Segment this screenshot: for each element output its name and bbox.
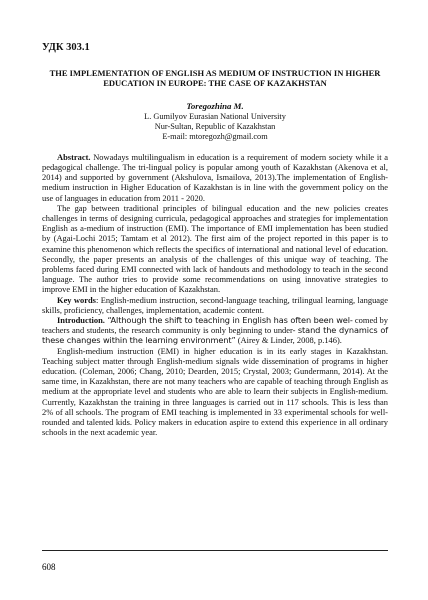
abstract-paragraph-2: The gap between traditional principles of bilingual education and the new policies creates challenges in terms of designing curricula, pedagogical approaches and strategies for implementation English as a-medium of instruction (EMI). The importance of EMI implementation has been studied by (Agai-Lochi 2015; Tamtam et al 2012). The first aim of the project reported in this paper is to examine this phenomenon which reflects the specifics of international and national level of education. Secondly, the paper presents an analysis of the challenges of this unique way of teaching. The problems faced during EMI connected with lack of handouts and methodology to teach in the second language. The author tries to provide some recommendations on using innovative strategies to improve EMI in the higher education of Kazakhstan.	[42, 202, 388, 295]
introduction-citation: (Airey & Linder, 2008, p.146).	[235, 335, 342, 346]
introduction-paragraph	[42, 315, 388, 346]
body-paragraph: English-medium instruction (EMI) in higher education is in its early stages in Kazakhstan. Teaching subject matter through English-medium signals wide dissemination of programs in higher education. (Coleman, 2006; Chang, 2010; Dearden, 2015; Crystal, 2003; Gundermann, 2014). At the same time, in Kazakhstan, there are not many teachers who are capable of teaching through English as medium at the appropriate level and students who are able to learn their subjects in English-medium. Currently, Kazakhstan the training in three languages is carried out in 117 schools. This is less than 2% of all schools. The program of EMI teaching is implemented in 33 experimental schools for well-rounded and talented kids. Policy makers in education aspire to extend this experience in all ordinary schools in the next academic year.	[42, 345, 388, 438]
keywords-label: Key words	[57, 294, 96, 305]
introduction-quote-start: “Although the shift to teaching in English has often been wel-	[104, 315, 353, 326]
abstract-text: Nowadays multilingualism in education is a requirement of modern society while it a pedagogical challenge. The tri-lingual policy is popular among youth of Kazakhstan (Akenova et al, 2014) and supported by government (Akshulova, Ismailova, 2013).The implementation of English-medium instruction in Higher Education of Kazakhstan is in line with the government policy on the use of languages in education from 2011 - 2020.	[42, 151, 388, 203]
page-number: 608	[42, 562, 56, 572]
introduction-quote-end: stand the dynamics of these changes within the learning environment”	[42, 325, 389, 346]
affiliation-university: L. Gumilyov Eurasian National University	[144, 111, 286, 121]
footer-rule	[42, 550, 388, 551]
abstract-paragraph	[42, 152, 388, 203]
affiliation-city: Nur-Sultan, Republic of Kazakhstan	[154, 121, 276, 131]
paper-title: THE IMPLEMENTATION OF ENGLISH AS MEDIUM OF INSTRUCTION IN HIGHER EDUCATION IN EUROPE: THE CASE OF KAZAKHSTAN	[49, 68, 381, 89]
keywords-paragraph	[42, 295, 388, 315]
keywords-text: : English-medium instruction, second-language teaching, trilingual learning, language skills, proficiency, challenges, implementation, academic content.	[42, 294, 388, 315]
introduction-quote-middle: comed by teachers and students, the research community is only beginning to under-	[42, 315, 388, 336]
author-name: Toregozhina M.	[186, 100, 244, 111]
introduction-label: Introduction.	[57, 315, 105, 326]
udk-code: УДК 303.1	[42, 42, 90, 53]
affiliation-block	[42, 112, 388, 142]
abstract-label: Abstract.	[57, 151, 91, 162]
affiliation-email: E-mail: mtoregozh@gmail.com	[162, 131, 268, 141]
